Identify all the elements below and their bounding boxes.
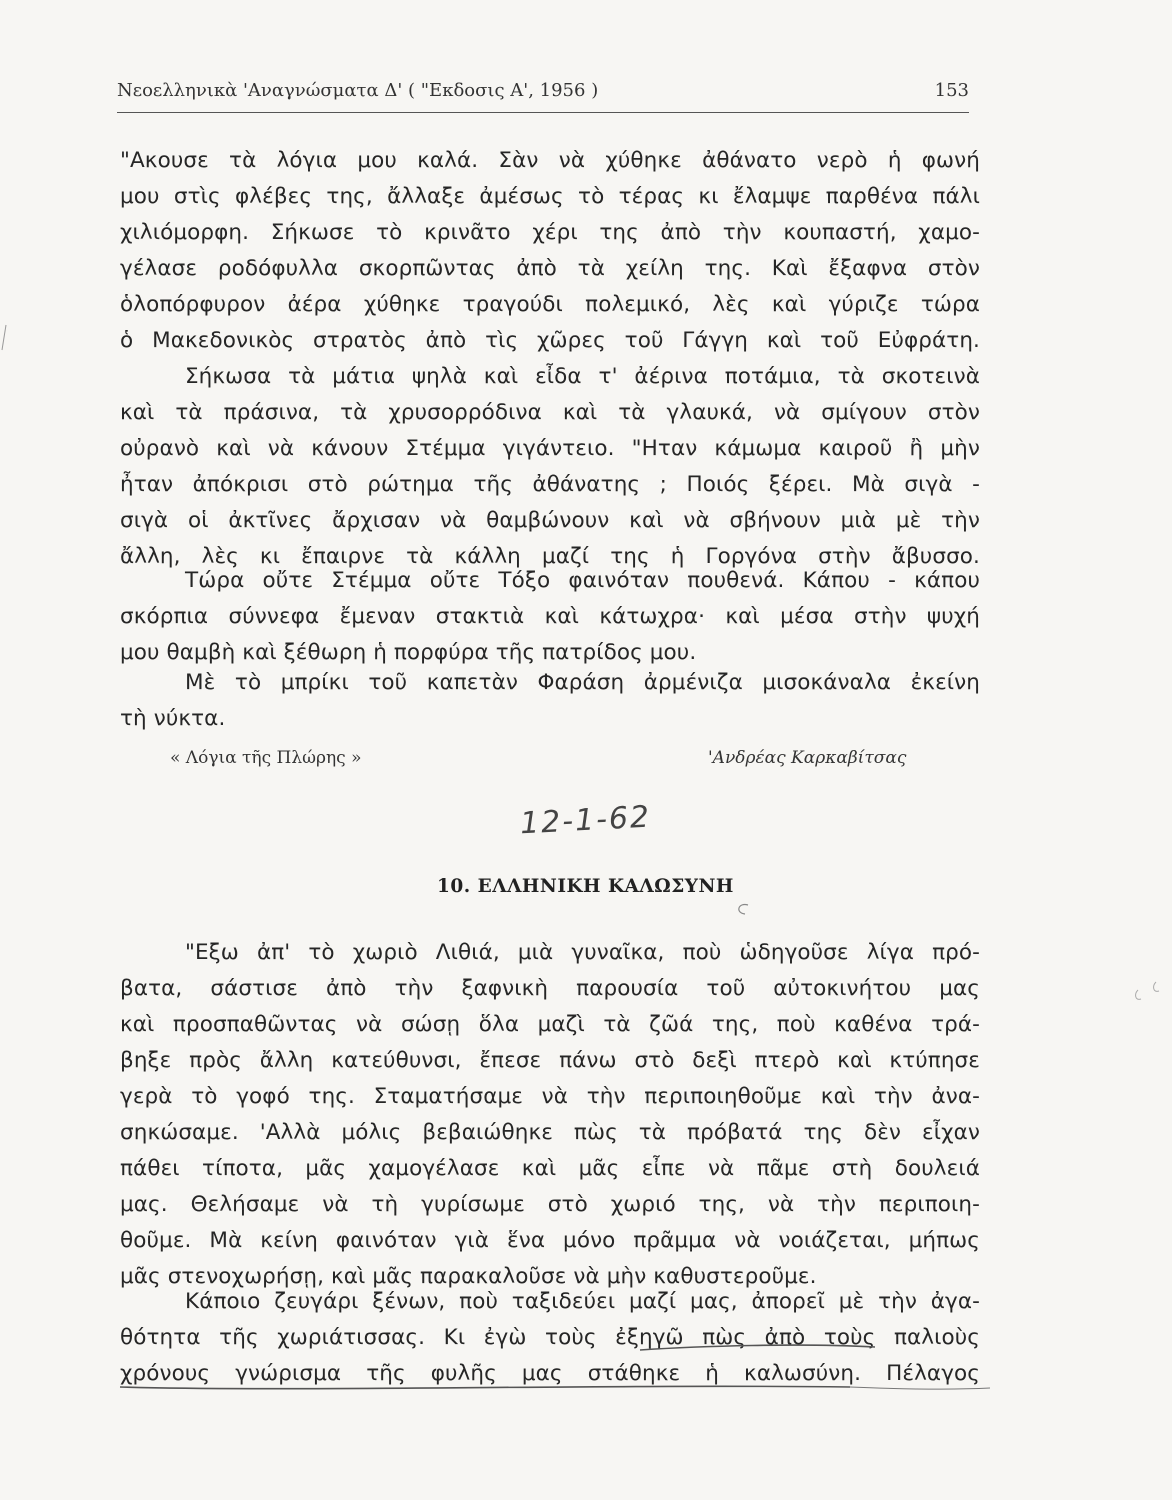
text-line: μᾶς στενοχωρήσῃ, καὶ μᾶς παρακαλοῦσε νὰ μὴν καθυστεροῦμε. [120,1264,817,1289]
handwritten-date: 12-1-62 [519,799,652,842]
text-line: μου στὶς φλέβες της, ἄλλαξε ἀμέσως τὸ τέρας κι ἔλαμψε παρθένα πάλι [120,184,980,209]
text-line: οὐρανὸ καὶ νὰ κάνουν Στέμμα γιγάντειο. "Ηταν κάμωμα καιροῦ ἢ μὴν [120,436,980,461]
text-line: χιλιόμορφη. Σήκωσε τὸ κρινᾶτο χέρι της ἀπὸ τὴν κουπαστή, χαμο- [120,220,980,245]
text-line: Κάποιο ζευγάρι ξένων, ποὺ ταξιδεύει μαζί μας, ἀπορεῖ μὲ τὴν ἀγα- [185,1289,980,1314]
text-line: γερὰ τὸ γοφό της. Σταματήσαμε νὰ τὴν περιποιηθοῦμε καὶ τὴν ἀνα- [120,1084,980,1109]
header-title: Νεοελληνικὰ 'Αναγνώσματα Δ' ( "Εκδοσις Α', 1956 ) [117,80,599,101]
text-line: Μὲ τὸ μπρίκι τοῦ καπετὰν Φαράση ἀρμένιζα μισοκάναλα ἐκείνη [185,670,980,695]
text-line: βηξε πρὸς ἄλλη κατεύθυνσι, ἔπεσε πάνω στὸ δεξὶ πτερὸ καὶ κτύπησε [120,1048,980,1073]
text-line: καὶ προσπαθῶντας νὰ σώσῃ ὅλα μαζὶ τὰ ζῶά της, ποὺ καθένα τρά- [120,1012,980,1037]
text-line: γέλασε ροδόφυλλα σκορπῶντας ἀπὸ τὰ χείλη της. Καὶ ἔξαφνα στὸν [120,256,980,281]
text-line: ἦταν ἀπόκρισι στὸ ρώτημα τῆς ἀθάνατης ; Ποιός ξέρει. Μὰ σιγὰ - [120,472,980,497]
text-line: "Εξω ἀπ' τὸ χωριὸ Λιθιά, μιὰ γυναῖκα, ποὺ ὡδηγοῦσε λίγα πρό- [185,940,980,965]
text-line: Τώρα οὔτε Στέμμα οὔτε Τόξο φαινόταν πουθενά. Κάπου - κάπου [185,568,980,593]
text-line: θότητα τῆς χωριάτισσας. Κι ἐγὼ τοὺς ἐξηγῶ πὼς ἀπὸ τοὺς παλιοὺς [120,1325,980,1350]
text-line: ὁλοπόρφυρον ἀέρα χύθηκε τραγούδι πολεμικό, λὲς καὶ γύριζε τώρα [120,292,980,317]
text-line: μου θαμβὴ καὶ ξέθωρη ἡ πορφύρα τῆς πατρίδος μου. [120,640,697,665]
text-line: βατα, σάστισε ἀπὸ τὴν ξαφνικὴ παρουσία τοῦ αὐτοκινήτου μας [120,976,980,1001]
text-line: σιγὰ οἱ ἀκτῖνες ἄρχισαν νὰ θαμβώνουν καὶ νὰ σβήνουν μιὰ μὲ τὴν [120,508,980,533]
author-attribution: 'Ανδρέας Καρκαβίτσας [708,748,907,768]
text-line: ὁ Μακεδονικὸς στρατὸς ἀπὸ τὶς χῶρες τοῦ Γάγγη καὶ τοῦ Εὐφράτη. [120,328,980,353]
text-line: καὶ τὰ πράσινα, τὰ χρυσορρόδινα καὶ τὰ γλαυκά, νὰ σμίγουν στὸν [120,400,980,425]
text-line: χρόνους γνώρισμα τῆς φυλῆς μας στάθηκε ἡ καλωσύνη. Πέλαγος [120,1361,980,1386]
text-line: σηκώσαμε. 'Αλλὰ μόλις βεβαιώθηκε πὼς τὰ πρόβατά της δὲν εἶχαν [120,1120,980,1145]
page-number: 153 [934,80,969,101]
section-title: 10. ΕΛΛΗΝΙΚΗ ΚΑΛΩΣΥΝΗ [437,876,734,897]
text-line: θοῦμε. Μὰ κείνη φαινόταν γιὰ ἕνα μόνο πρᾶμμα νὰ νοιάζεται, μήπως [120,1228,980,1253]
text-line: πάθει τίποτα, μᾶς χαμογέλασε καὶ μᾶς εἶπε νὰ πᾶμε στὴ δουλειά [120,1156,980,1181]
text-line: "Ακουσε τὰ λόγια μου καλά. Σὰν νὰ χύθηκε ἀθάνατο νερὸ ἡ φωνή [120,148,980,173]
text-line: Σήκωσα τὰ μάτια ψηλὰ καὶ εἶδα τ' ἀέρινα ποτάμια, τὰ σκοτεινὰ [185,364,980,389]
source-citation: « Λόγια τῆς Πλώρης » [170,748,362,768]
text-line: τὴ νύκτα. [120,706,226,731]
text-line: μας. Θελήσαμε νὰ τὴ γυρίσωμε στὸ χωριό της, νὰ τὴν περιποιη- [120,1192,980,1217]
text-line: ἄλλη, λὲς κι ἔπαιρνε τὰ κάλλη μαζί της ἡ Γοργόνα στὴν ἄβυσσο. [120,544,980,569]
text-line: σκόρπια σύννεφα ἔμεναν στακτιὰ καὶ κάτωχρα· καὶ μέσα στὴν ψυχή [120,604,980,629]
